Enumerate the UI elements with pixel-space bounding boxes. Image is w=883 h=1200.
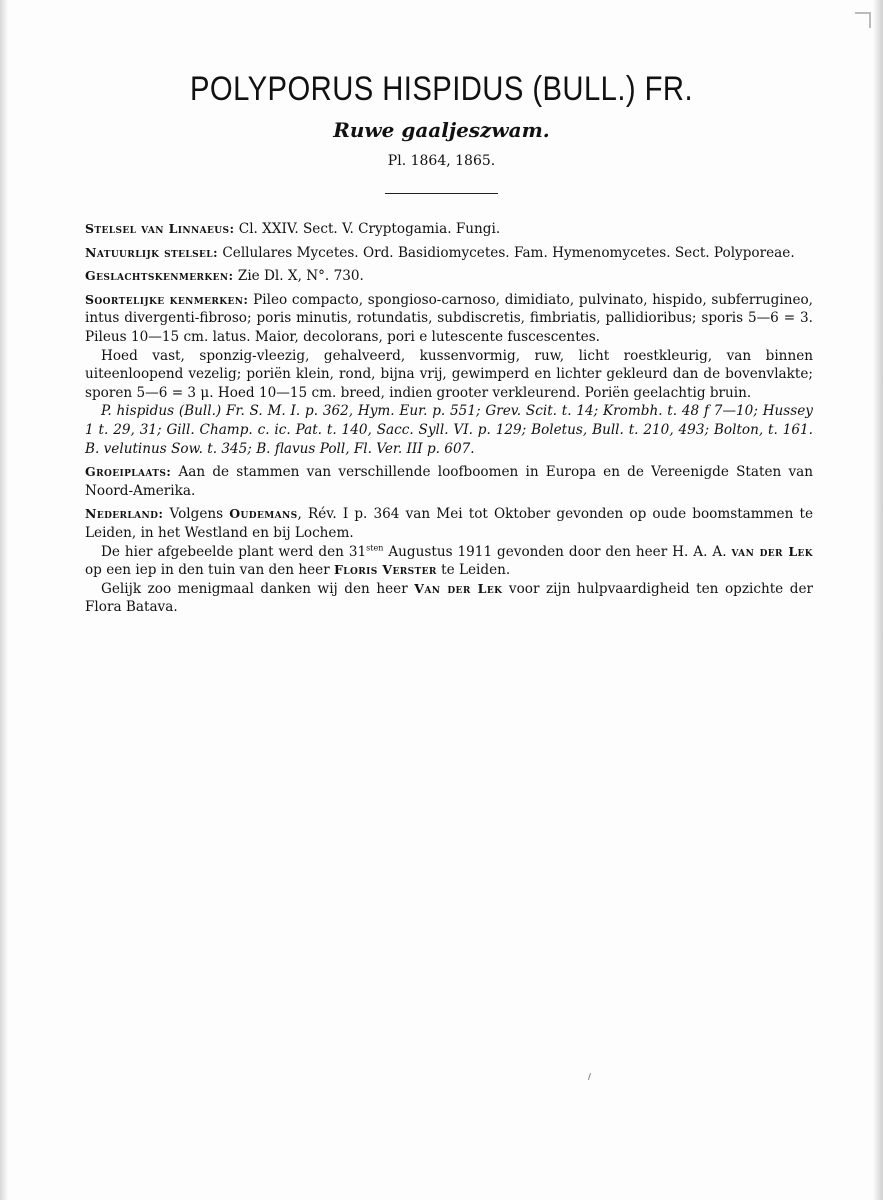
found-paragraph	[85, 543, 813, 580]
thanks-text-1: Gelijk zoo menigmaal danken wij den heer	[101, 580, 415, 597]
found-text-3: op een iep in den tuin van den heer	[85, 562, 335, 579]
natural-system-label: Natuurlijk stelsel:	[85, 244, 219, 260]
van-der-lek-name: van der Lek	[731, 543, 813, 559]
found-text-4: te Leiden.	[436, 562, 511, 579]
netherlands-paragraph	[85, 505, 813, 542]
netherlands-label: Nederland:	[85, 506, 164, 522]
floris-verster-name: Floris Verster	[334, 562, 437, 578]
stray-mark	[588, 1073, 591, 1080]
genus-text: Zie Dl. X, N°. 730.	[233, 268, 364, 285]
thanks-paragraph	[85, 580, 813, 617]
oudemans-name: Oudemans	[229, 506, 298, 522]
references: P. hispidus (Bull.) Fr. S. M. I. p. 362, Hym. Eur. p. 551; Grev. Scit. t. 14; Krombh. t. 48 f 7—10; Hussey 1 t. 29, 31; Gill. Champ. c. ic. Pat. t. 140, Sacc. Syll. VI. p. 129; Boletus, Bull. t. 210, 493; Bolton, t. 161. B. velutinus Sow. t. 345; B. flavus Poll, Fl. Ver. III p. 607.	[85, 403, 813, 457]
page-edge-left	[0, 0, 8, 1200]
plate-numbers: Pl. 1864, 1865.	[387, 153, 496, 169]
title-divider	[385, 193, 498, 194]
species-label: Soortelijke kenmerken:	[85, 291, 249, 307]
page-subtitle: Ruwe gaaljeszwam.	[333, 118, 550, 142]
linnaeus-label: Stelsel van Linnaeus:	[85, 221, 235, 236]
natural-system-paragraph	[85, 244, 813, 263]
found-superscript: sten	[366, 542, 384, 552]
dutch-description: Hoed vast, sponzig-vleezig, gehalveerd, kussenvormig, ruw, licht roestkleurig, van binnen uiteenloopend vezelig; poriën klein, rond, bijna vrij, gewimperd en lichter gekleurd dan de bovenvlakte; sporen 5—6 = 3 μ. Hoed 10—15 cm. breed, indien grooter verkleurend. Poriën geelachtig bruin.	[85, 347, 813, 401]
genus-label: Geslachtskenmerken:	[85, 268, 234, 284]
page-edge-right	[873, 0, 883, 1200]
linnaeus-text: Cl. XXIV. Sect. V. Cryptogamia. Fungi.	[234, 221, 501, 237]
species-paragraph	[85, 291, 813, 347]
corner-mark	[855, 12, 871, 28]
netherlands-text-1: Volgens	[163, 506, 230, 523]
habitat-text: Aan de stammen van verschillende loofboomen in Europa en de Vereenigde Staten van Noord-Amerika.	[85, 464, 813, 499]
article-body	[85, 220, 813, 622]
thanks-van-der-lek-name: Van der Lek	[414, 580, 503, 596]
found-text-1: De hier afgebeelde plant werd den 31	[101, 543, 367, 560]
species-text: Pileo compacto, spongioso-carnoso, dimidiato, pulvinato, hispido, subferrugineo, intus divergenti-fibroso; poris minutis, rotundatis, subdiscretis, fimbriatis, pallidioribus; sporis 5—6 = 3. Pileus 10—15 cm. latus. Maior, decolorans, pori e lutescente fuscescentes.	[85, 291, 813, 345]
thanks-text-2: voor zijn hulpvaardigheid ten opzichte der Flora Batava.	[85, 580, 814, 616]
natural-system-text: Cellulares Mycetes. Ord. Basidiomycetes. Fam. Hymenomycetes. Sect. Polyporeae.	[218, 244, 795, 261]
habitat-paragraph	[85, 463, 813, 500]
genus-paragraph	[85, 267, 813, 286]
page-title: POLYPORUS HISPIDUS (BULL.) FR.	[189, 70, 694, 108]
netherlands-text-2: , Rév. I p. 364 van Mei tot Oktober gevonden op oude boomstammen te Leiden, in het Westland en bij Lochem.	[85, 506, 813, 541]
found-text-2: Augustus 1911 gevonden door den heer H. A. A.	[383, 543, 732, 560]
linnaeus-paragraph	[85, 220, 813, 239]
habitat-label: Groeiplaats:	[85, 464, 172, 480]
